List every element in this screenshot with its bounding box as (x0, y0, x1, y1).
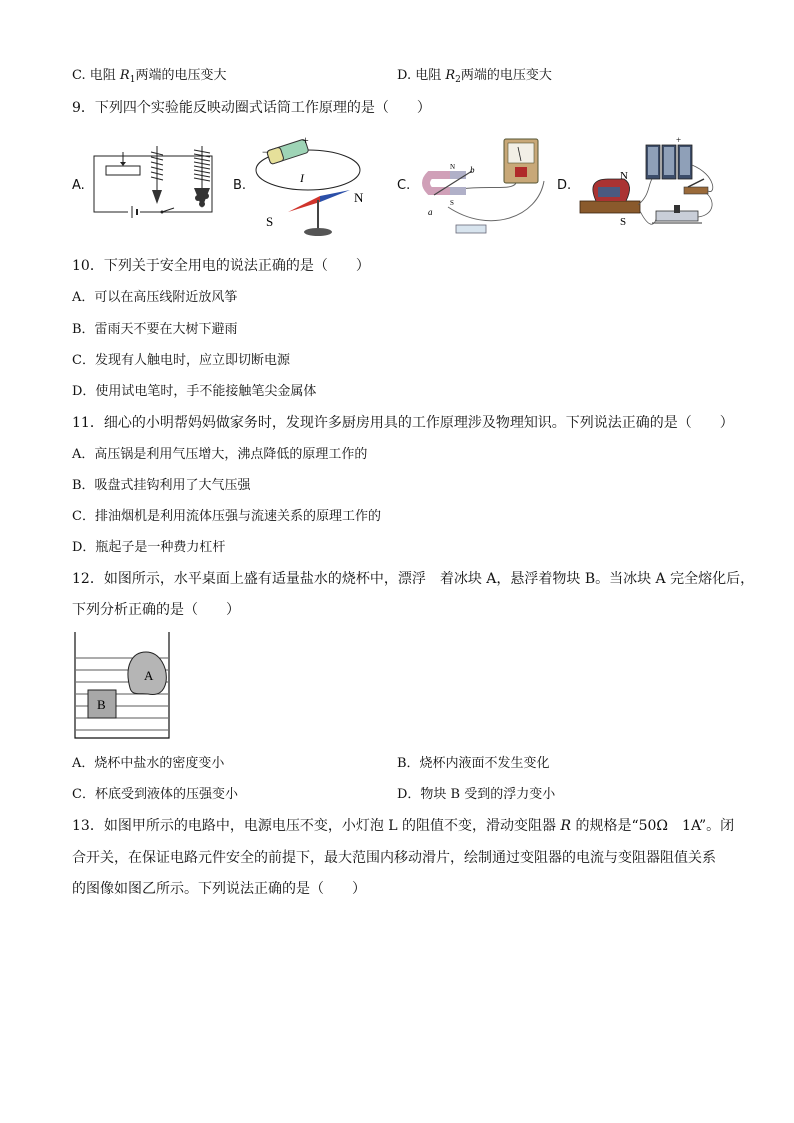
q10-option-c: C．发现有人触电时，应立即切断电源 (72, 353, 290, 368)
svg-text:B: B (97, 697, 106, 712)
q11-option-d: D．瓶起子是一种费力杠杆 (72, 540, 226, 555)
q11-option-a: A．高压锅是利用气压增大，沸点降低的原理工作的 (72, 447, 368, 462)
electromagnet-icon (151, 146, 210, 190)
q11-option-c: C．排油烟机是利用流体压强与流速关系的原理工作的 (72, 509, 381, 524)
q9-label-d: D. (557, 178, 572, 193)
q13-stem-line1: 13．如图甲所示的电路中，电源电压不变，小灯泡 L 的阻值不变，滑动变阻器 R 的规格是“50Ω 1A”。闭 (72, 818, 735, 834)
q9-label-a: A. (72, 178, 85, 193)
svg-text:S: S (266, 214, 274, 229)
svg-text:N: N (354, 190, 364, 205)
q8-option-c: C. 电阻 $R_1$两端的电压变大 (72, 68, 227, 85)
q9-figure-b (250, 130, 380, 240)
q9-figure-a (90, 138, 220, 220)
horseshoe-magnet-icon (426, 171, 466, 195)
q12-option-b: B．烧杯内液面不发生变化 (397, 756, 550, 771)
q11-option-b: B．吸盘式挂钩利用了大气压强 (72, 478, 251, 493)
svg-text:A: A (144, 668, 154, 683)
motor-magnet-icon (580, 179, 640, 213)
q12-option-c: C．杯底受到液体的压强变小 (72, 787, 238, 802)
q13-stem-line3: 的图像如图乙所示。下列说法正确的是（ ） (72, 881, 366, 897)
svg-text:−: − (262, 145, 269, 159)
q9-stem: 9．下列四个实验能反映动圈式话筒工作原理的是（ ） (72, 100, 431, 116)
rheostat-icon (106, 166, 140, 175)
q9-label-b: B. (233, 178, 247, 193)
svg-text:N: N (620, 170, 628, 182)
switch-icon (456, 225, 486, 233)
q10-stem: 10．下列关于安全用电的说法正确的是（ ） (72, 258, 370, 274)
switch-icon (684, 179, 708, 194)
rheostat-icon (652, 205, 702, 223)
battery-pack-icon (646, 145, 692, 179)
q12-option-d: D．物块 B 受到的浮力变小 (397, 787, 556, 802)
pins-icon (152, 188, 210, 208)
q10-option-b: B．雷雨天不要在大树下避雨 (72, 322, 238, 337)
q10-option-a: A．可以在高压线附近放风筝 (72, 290, 238, 305)
svg-text:N: N (450, 163, 456, 171)
q12-beaker-figure (72, 630, 176, 742)
q12-stem-line1: 12．如图所示，水平桌面上盛有适量盐水的烧杯中，漂浮 着冰块 A，悬浮着物块 B。当冰块 A 完全熔化后， (72, 571, 755, 587)
svg-text:+: + (676, 135, 682, 145)
svg-text:+: + (302, 133, 309, 147)
q13-stem-line2: 合开关，在保证电路元件安全的前提下，最大范围内移动滑片，绘制通过变阻器的电流与变阻器阻值关系 (72, 850, 716, 866)
svg-text:I: I (300, 171, 304, 185)
q12-option-a: A．烧杯中盐水的密度变小 (72, 756, 225, 771)
svg-text:b: b (470, 165, 475, 175)
galvanometer-icon (504, 139, 538, 183)
q9-label-c: C. (397, 178, 411, 193)
q9-figure-d (576, 135, 722, 239)
q10-option-d: D．使用试电笔时，手不能接触笔尖金属体 (72, 384, 317, 399)
q9-figure-c (420, 133, 550, 241)
q12-stem-line2: 下列分析正确的是（ ） (72, 602, 240, 618)
svg-text:a: a (428, 207, 433, 217)
q8-option-d: D. 电阻 $R_2$两端的电压变大 (397, 68, 552, 85)
svg-text:S: S (450, 199, 454, 207)
q11-stem: 11．细心的小明帮妈妈做家务时，发现许多厨房用具的工作原理涉及物理知识。下列说法正确的是（ ） (72, 415, 734, 431)
compass-needle-icon (288, 190, 350, 236)
svg-text:S: S (620, 216, 627, 228)
